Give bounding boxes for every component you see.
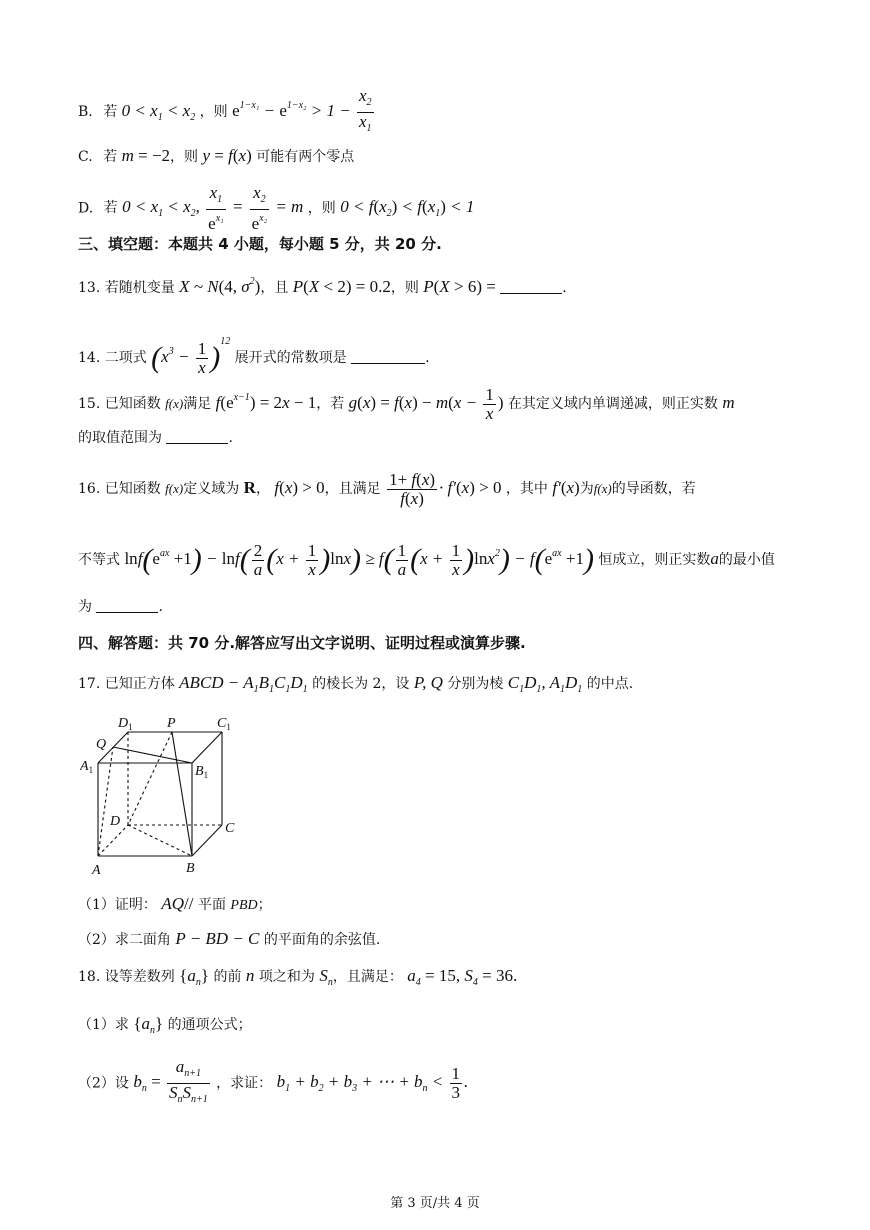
section-4-heading: 四、解答题：共 70 分.解答应写出文字说明、证明过程或演算步骤. <box>78 634 526 652</box>
question-15: 15. 已知函数 f(x)满足 $f(e^{x-1}) = 2x - 1$，若 g(x) = f(x) − m(x − $\frac{1}{x}$ ) 在其定义域内单调递减，则正实数 m <box>78 384 735 423</box>
label-c1: $C_1$ <box>217 716 231 732</box>
question-16: 16. 已知函数 f(x)定义域为 R， f(x) > 0，且满足 $\frac{1+ f(x)}{f(x)}$ · f′(x) > 0 ，其中 f′(x)为f(x)的导函数，若 <box>78 469 696 508</box>
option-d-label: D. <box>78 200 94 217</box>
option-c: C. 若 m = −2，则 y = f(x) 可能有两个零点 <box>78 146 355 165</box>
answer-blank-15[interactable] <box>166 429 228 444</box>
option-d-conclusion: $0 < f(x_2) < f(x_1) < 1$ <box>340 197 475 220</box>
option-b-label: B. <box>78 104 93 120</box>
segment-q-b1 <box>113 747 192 763</box>
label-d: D <box>110 814 121 829</box>
segment-p-d <box>128 732 172 825</box>
binomial-expression: ($x^3$ − $\frac{1}{x}$ )$^{12}$ <box>151 336 231 377</box>
option-b-condition: $0 < x_1 < x_2$ <box>121 101 196 123</box>
option-c-label: C. <box>78 149 93 165</box>
option-d-condition: $0 < x_1 < x_2$, $\frac{x_1}{e^{x_1}}$ = $\frac{x_2}{e^{x_2}}$ = m <box>122 183 304 233</box>
label-q: Q <box>96 737 107 752</box>
edge-b1-c1 <box>192 732 222 763</box>
label-b: B <box>186 861 195 876</box>
label-p: P <box>167 716 176 731</box>
question-17: 17. 已知正方体 ABCD − $A_1B_1C_1D_1$ 的棱长为 2，设 P, Q 分别为棱 $C_1D_1$, $A_1D_1$ 的中点. <box>78 673 634 695</box>
segment-p-b <box>172 732 192 856</box>
question-18: 18. 设等差数列 $\{a_n\}$ 的前 n 项之和为 $S_n$，且满足： $a_4 = 15$, $S_4 = 36$. <box>78 966 518 988</box>
question-16-line2: 不等式 $\ln f(e^{ax} +1) - \ln f$( $\frac{2}{a}$ (x + $\frac{1}{x}$ )lnx) ≥ f( $\frac{1}{a}$ (x + $\frac{1}{x}$ )$\ln x^2) - f(e^{ax} +1)$ 恒成立，则正实数a的最小值 <box>78 540 775 579</box>
question-15-line2: 的取值范围为 . <box>78 430 233 446</box>
question-17-part-2: （2）求二面角 P − BD − C 的平面角的余弦值. <box>78 929 381 948</box>
option-b-expression: $e^{1-x_1} - e^{1-x_2} > 1$ − $\frac{x_2}{x_1}$ <box>232 85 372 134</box>
question-14: 14. 二项式 ($x^3$ − $\frac{1}{x}$ )$^{12}$ 展开式的常数项是 . <box>78 336 430 377</box>
option-b: B. 若 $0 < x_1 < x_2$ ，则 $e^{1-x_1} - e^{1-x_2} > 1$ − $\frac{x_2}{x_1}$ <box>78 86 810 126</box>
label-b1: $B_1$ <box>195 764 209 780</box>
edge-a-d <box>98 825 128 856</box>
question-18-part-2: （2）设 $b_n$ = $\frac{a_{n+1}}{S_nS_{n+1}}$ ，求证： $b_1 + b_2 + b_3$ + ⋯ + $b_n$ < $\frac{1}{3}$ . <box>78 1057 469 1105</box>
answer-blank-14[interactable] <box>351 349 425 364</box>
question-18-part-1: （1）求 $\{a_n\}$ 的通项公式； <box>78 1014 252 1036</box>
inequality-expression: $\ln f(e^{ax} +1) - \ln f$( $\frac{2}{a}$ (x + $\frac{1}{x}$ )lnx) ≥ f( $\frac{1}{a}$ (x + $\frac{1}{x}$ )$\ln x^2) - f(e^{ax} +1)$ <box>124 540 594 579</box>
cube-figure <box>80 708 250 880</box>
option-d: D. 若 $0 < x_1 < x_2$, $\frac{x_1}{e^{x_1}}$ = $\frac{x_2}{e^{x_2}}$ = m ，则 $0 < f(x_2) < f(x_1) < 1$ <box>78 183 475 233</box>
answer-blank-16[interactable] <box>96 598 158 613</box>
section-3-heading: 三、填空题：本题共 4 小题，每小题 5 分，共 20 分. <box>78 235 442 253</box>
question-13: 13. 若随机变量 X ~ N(4, $\sigma^2$)，且 P(X < 2) = 0.2，则 P(X > 6) = . <box>78 276 567 296</box>
edge-b-c <box>192 825 222 856</box>
page-footer: 第 3 页/共 4 页 <box>390 1196 480 1211</box>
question-16-line3: 为 . <box>78 599 163 615</box>
label-a1: $A_1$ <box>80 759 94 775</box>
answer-blank-13[interactable] <box>500 279 562 294</box>
label-d1: $D_1$ <box>118 716 133 732</box>
label-a: A <box>92 863 101 878</box>
label-c: C <box>225 821 235 836</box>
segment-d-b <box>128 825 192 856</box>
question-17-part-1: （1）证明： AQ// 平面 PBD； <box>78 894 272 913</box>
